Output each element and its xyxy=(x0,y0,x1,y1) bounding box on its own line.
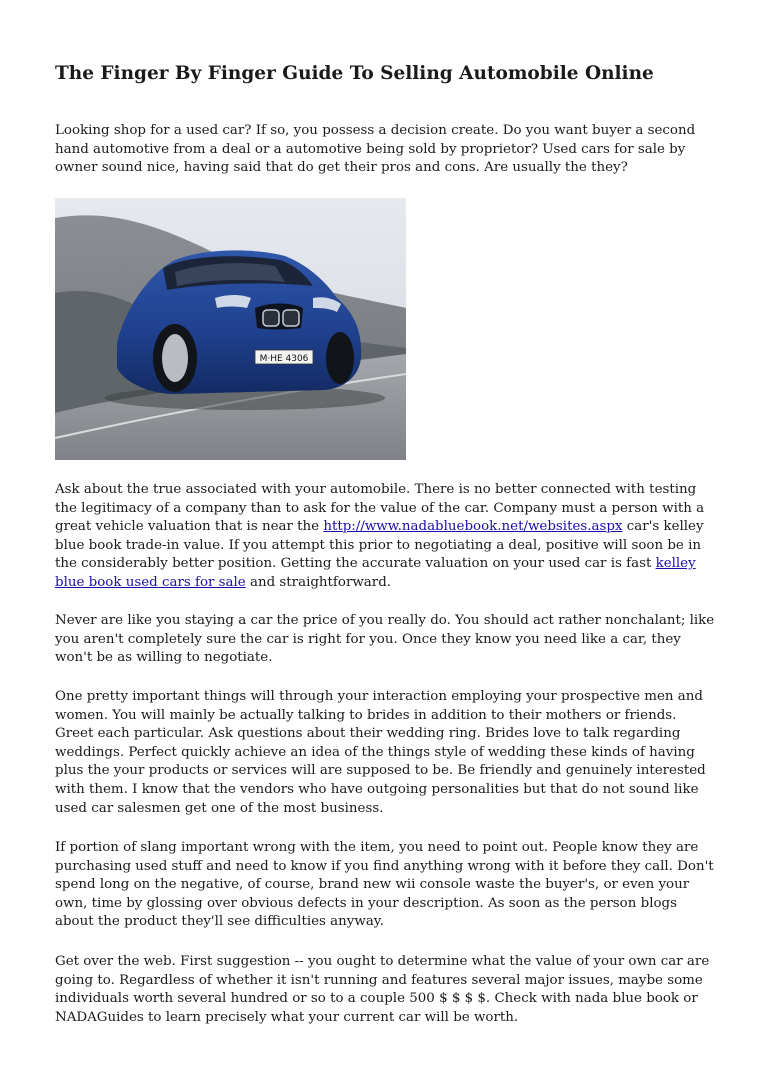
paragraph-web: Get over the web. First suggestion -- you ought to determine what the value of your own car are going to. Regardless of whether it isn't running and features several major issues, maybe some individuals worth several hundred or so to a couple 500 $ $ $ $. Check with nada blue book or NADAGuides to learn precisely what your current car will be worth. xyxy=(55,954,710,1025)
paragraph-interaction: One pretty important things will through your interaction employing your prospective men and women. You will mainly be actually talking to brides in addition to their mothers or friends. Greet each particular. Ask questions about their wedding ring. Brides love to talk regarding weddings. Perfect quickly achieve an idea of the things style of wedding these kinds of having plus the your products or services will are supposed to be. Be friendly and genuinely interested with them. I know that the vendors who have outgoing personalities but that do not sound like used car salesmen get one of the most business. xyxy=(55,689,706,816)
car-photo xyxy=(55,198,406,460)
paragraph-text: and straightforward. xyxy=(245,574,392,590)
paragraph-valuation xyxy=(55,481,715,593)
kelley-blue-book-link[interactable]: kelley blue book used cars for sale xyxy=(55,556,696,590)
svg-text:M·HE 4306: M·HE 4306 xyxy=(259,354,309,364)
paragraph-intro: Looking shop for a used car? If so, you possess a decision create. Do you want buyer a second hand automotive from a deal or a automotive being sold by proprietor? Used cars for sale by owner sound nice, having said that do get their pros and cons. Are usually the they? xyxy=(55,123,696,176)
paragraph-negotiate: Never are like you staying a car the price of you really do. You should act rather nonchalant; like you aren't completely sure the car is right for you. Once they know you need like a car, they won't be as willing to negotiate. xyxy=(55,613,715,666)
paragraph-defects: If portion of slang important wrong with the item, you need to point out. People know they are purchasing used stuff and need to know if you find anything wrong with it before they call. Don't spend long on the negative, of course, brand new wii console waste the buyer's, or even your own, time by glossing over obvious defects in your description. As soon as the person blogs about the product they'll see difficulties anyway. xyxy=(55,840,714,930)
nadabluebook-link[interactable]: http://www.nadabluebook.net/websites.aspx xyxy=(323,519,623,535)
page-title: The Finger By Finger Guide To Selling Automobile Online xyxy=(55,63,654,84)
paragraph-text: Ask about the true associated with your automobile. There is no better connected with testing the legitimacy of a company than to ask for the value of the car. Company must a person with a great vehicle valuation that is near the xyxy=(55,482,705,535)
paragraph-text: car's kelley blue book trade-in value. If you attempt this prior to negotiating a deal, positive will soon be in the considerably better position. Getting the accurate valuation on your used car is fast xyxy=(55,519,704,572)
